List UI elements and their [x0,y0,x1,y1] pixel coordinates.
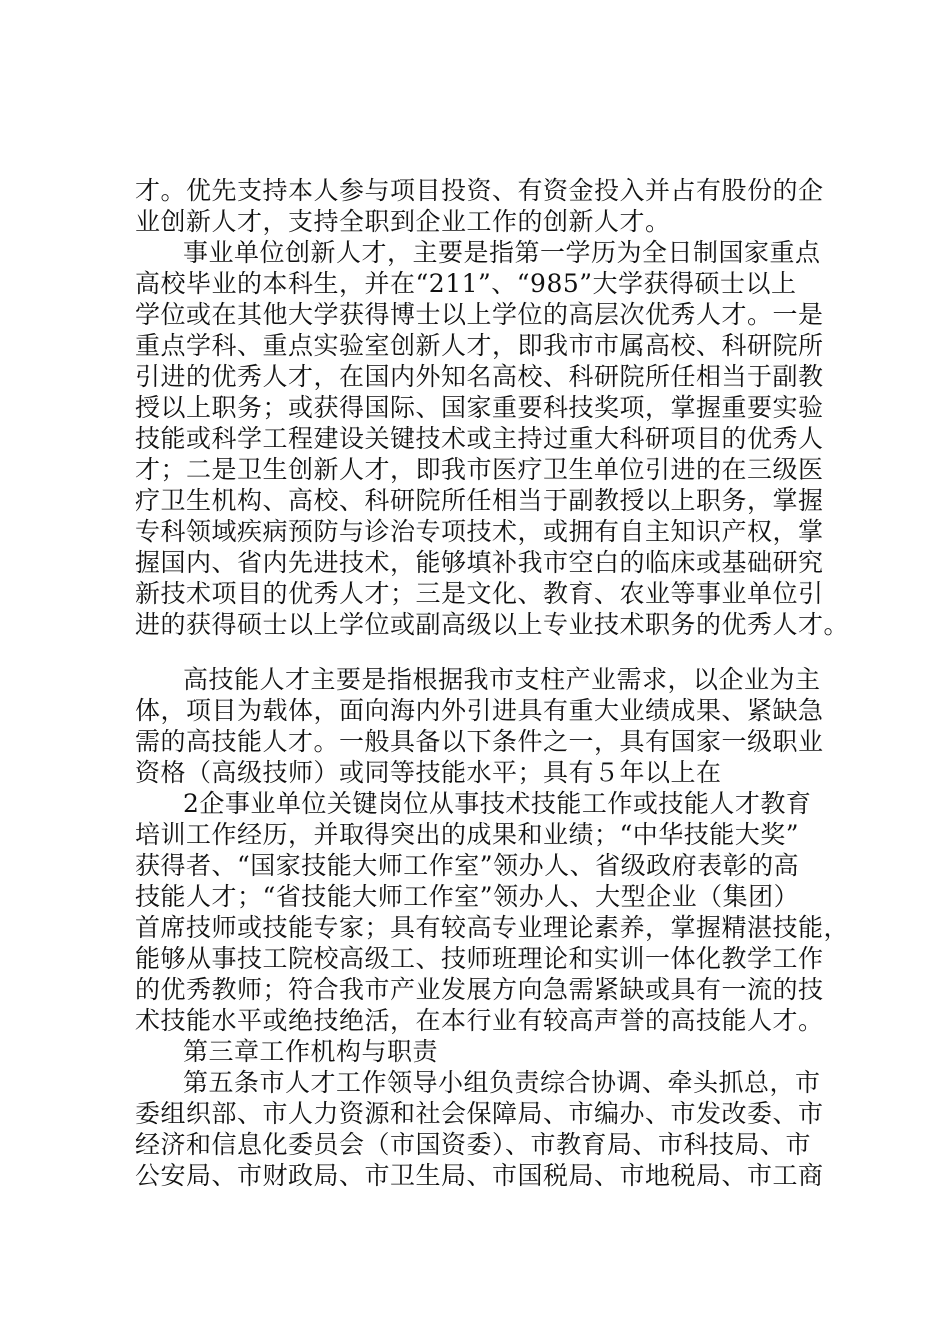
text-line: 术技能水平或绝技绝活，在本行业有较高声誉的高技能人才。 [135,1006,824,1035]
text-line: 疗卫生机构、高校、科研院所任相当于副教授以上职务，掌握 [135,486,824,515]
text-line: 委组织部、市人力资源和社会保障局、市编办、市发改委、市 [135,1099,824,1128]
text-line: 需的高技能人才。一般具备以下条件之一，具有国家一级职业 [135,727,824,756]
text-line: 的优秀教师；符合我市产业发展方向急需紧缺或具有一流的技 [135,975,824,1004]
text-line: 专科领域疾病预防与诊治专项技术，或拥有自主知识产权，掌 [135,517,824,546]
text-line: 才；二是卫生创新人才，即我市医疗卫生单位引进的在三级医 [135,455,824,484]
text-line: 引进的优秀人才，在国内外知名高校、科研院所任相当于副教 [135,362,824,391]
paragraph-first-line: 高技能人才主要是指根据我市支柱产业需求，以企业为主 [183,665,821,694]
text-line: 技能人才；“省技能大师工作室”领办人、大型企业（集团） [135,882,800,911]
text-line: 培训工作经历，并取得突出的成果和业绩；“中华技能大奖” [135,820,800,849]
text-line: 业创新人才，支持全职到企业工作的创新人才。 [135,207,671,236]
text-line: 公安局、市财政局、市卫生局、市国税局、市地税局、市工商 [135,1161,824,1190]
text-line: 获得者、“国家技能大师工作室”领办人、省级政府表彰的高 [135,851,800,880]
paragraph-first-line: 2企事业单位关键岗位从事技术技能工作或技能人才教育 [183,789,812,818]
text-line: 学位或在其他大学获得博士以上学位的高层次优秀人才。一是 [135,300,824,329]
paragraph-first-line: 事业单位创新人才，主要是指第一学历为全日制国家重点 [183,238,821,267]
text-line: 技能或科学工程建设关键技术或主持过重大科研项目的优秀人 [135,424,824,453]
text-line: 能够从事技工院校高级工、技师班理论和实训一体化教学工作 [135,944,824,973]
text-line: 授以上职务；或获得国际、国家重要科技奖项，掌握重要实验 [135,393,824,422]
text-line: 重点学科、重点实验室创新人才，即我市市属高校、科研院所 [135,331,824,360]
text-line: 体，项目为载体，面向海内外引进具有重大业绩成果、紧缺急 [135,696,824,725]
text-line: 经济和信息化委员会（市国资委）、市教育局、市科技局、市 [135,1130,812,1159]
text-line: 才。优先支持本人参与项目投资、有资金投入并占有股份的企 [135,176,824,205]
text-line: 首席技师或技能专家；具有较高专业理论素养，掌握精湛技能， [135,913,850,942]
text-line: 资格（高级技师）或同等技能水平；具有５年以上在 [135,758,722,787]
text-line: 高校毕业的本科生，并在“211”、“985”大学获得硕士以上 [135,269,797,298]
chapter-heading: 第三章工作机构与职责 [183,1037,439,1066]
paragraph-first-line: 第五条市人才工作领导小组负责综合协调、牵头抓总，市 [183,1068,821,1097]
text-line: 进的获得硕士以上学位或副高级以上专业技术职务的优秀人才。 [135,610,850,639]
text-line: 新技术项目的优秀人才；三是文化、教育、农业等事业单位引 [135,579,824,608]
text-line: 握国内、省内先进技术，能够填补我市空白的临床或基础研究 [135,548,824,577]
